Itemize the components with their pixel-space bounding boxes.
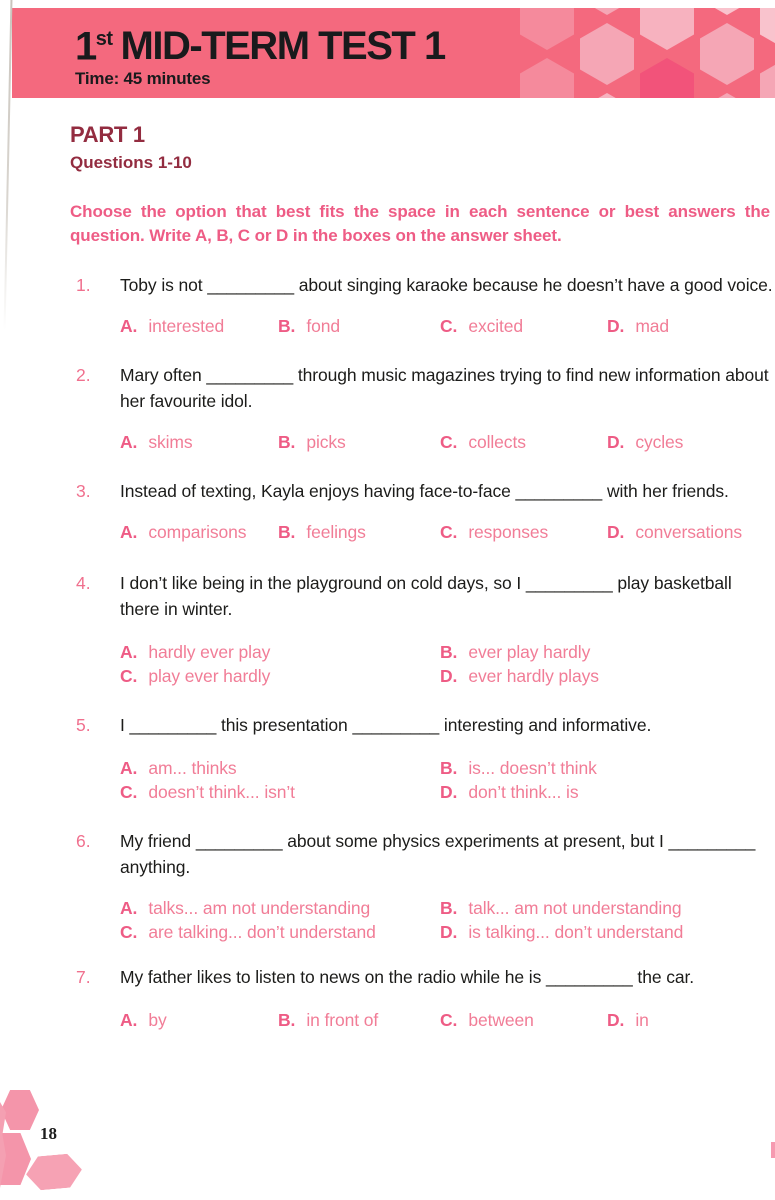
test-title-ordinal: st (95, 28, 113, 50)
question-2-options (120, 430, 775, 454)
option-a (120, 640, 440, 664)
option-letter: B. (440, 642, 458, 662)
option-letter: D. (607, 432, 625, 452)
footer-hexagon (1, 1090, 39, 1130)
option-letter: D. (440, 782, 458, 802)
question-text: Instead of texting, Kayla enjoys having face-to-face _________ with her friends. (120, 481, 729, 501)
question-text: Mary often _________ through music magazines trying to find new information about her favourite idol. (120, 365, 769, 411)
option-b (278, 430, 440, 454)
option-d (607, 430, 775, 454)
option-letter: B. (278, 432, 296, 452)
option-text: interested (148, 316, 225, 336)
option-text: excited (468, 316, 524, 336)
test-title-number: 1 (75, 24, 96, 69)
option-text: is talking... don’t understand (468, 922, 684, 942)
option-text: conversations (635, 522, 742, 542)
option-letter: C. (440, 432, 458, 452)
page-edge-curl (4, 0, 13, 330)
option-d (440, 664, 775, 688)
option-b (440, 756, 775, 780)
option-letter: A. (120, 316, 138, 336)
question-5 (70, 712, 775, 804)
question-text: My friend _________ about some physics experiments at present, but I _________ anything. (120, 831, 756, 877)
option-text: picks (306, 432, 346, 452)
option-text: between (468, 1010, 534, 1030)
footer-hexagon (25, 1153, 84, 1192)
option-letter: D. (607, 522, 625, 542)
option-c (440, 1008, 607, 1032)
page-edge-mark (771, 1142, 775, 1158)
option-a (120, 314, 278, 338)
option-letter: D. (440, 666, 458, 686)
question-range: Questions 1-10 (70, 153, 192, 172)
option-text: comparisons (148, 522, 247, 542)
option-text: feelings (306, 522, 366, 542)
question-5-options (120, 756, 775, 804)
option-c (120, 920, 440, 944)
option-a (120, 896, 440, 920)
question-number: 7. (76, 967, 91, 987)
question-number: 1. (76, 275, 91, 295)
question-number: 4. (76, 573, 91, 593)
question-2 (70, 362, 775, 454)
option-letter: A. (120, 522, 138, 542)
option-a (120, 520, 278, 544)
option-text: collects (468, 432, 526, 452)
option-letter: C. (440, 522, 458, 542)
hexagon-pattern (520, 8, 775, 98)
question-number: 5. (76, 715, 91, 735)
option-letter: D. (607, 1010, 625, 1030)
option-letter: A. (120, 758, 138, 778)
option-c (120, 780, 440, 804)
question-6-options (120, 896, 775, 944)
question-1 (70, 272, 775, 338)
option-letter: C. (440, 316, 458, 336)
question-4-options (120, 640, 775, 688)
question-3 (70, 478, 775, 544)
question-1-options (120, 314, 775, 338)
part-title: PART 1 (70, 122, 145, 147)
option-text: mad (635, 316, 670, 336)
option-text: responses (468, 522, 549, 542)
option-text: in (635, 1010, 649, 1030)
option-letter: A. (120, 432, 138, 452)
option-c (440, 314, 607, 338)
question-number: 2. (76, 365, 91, 385)
test-title-text: MID-TERM TEST 1 (120, 24, 445, 69)
option-b (278, 520, 440, 544)
option-text: ever play hardly (468, 642, 591, 662)
option-text: doesn’t think... isn’t (148, 782, 295, 802)
option-d (440, 920, 775, 944)
option-letter: C. (440, 1010, 458, 1030)
option-text: cycles (635, 432, 684, 452)
option-c (440, 520, 607, 544)
question-text: I don’t like being in the playground on cold days, so I _________ play basketball there in winter. (120, 573, 732, 619)
option-letter: B. (440, 758, 458, 778)
option-d (607, 520, 775, 544)
option-text: hardly ever play (148, 642, 271, 662)
question-text: Toby is not _________ about singing karaoke because he doesn’t have a good voice. (120, 275, 773, 295)
option-c (440, 430, 607, 454)
test-body (70, 122, 775, 1032)
option-text: fond (306, 316, 340, 336)
question-7 (70, 964, 775, 1032)
option-text: are talking... don’t understand (148, 922, 376, 942)
question-4 (70, 570, 775, 688)
option-text: is... doesn’t think (468, 758, 597, 778)
option-letter: C. (120, 666, 138, 686)
time-limit-label: Time: 45 minutes (75, 69, 211, 89)
question-3-options (120, 520, 775, 544)
option-a (120, 1008, 278, 1032)
option-a (120, 430, 278, 454)
option-text: don’t think... is (468, 782, 579, 802)
option-letter: B. (440, 898, 458, 918)
page-number: 18 (40, 1124, 57, 1143)
option-d (607, 1008, 775, 1032)
question-number: 6. (76, 831, 91, 851)
option-letter: A. (120, 642, 138, 662)
option-text: talks... am not understanding (148, 898, 371, 918)
option-c (120, 664, 440, 688)
option-letter: D. (607, 316, 625, 336)
option-b (440, 640, 775, 664)
option-b (278, 314, 440, 338)
option-b (278, 1008, 440, 1032)
option-letter: A. (120, 898, 138, 918)
question-text: I _________ this presentation _________ interesting and informative. (120, 715, 652, 735)
option-a (120, 756, 440, 780)
test-title (75, 17, 445, 68)
option-letter: B. (278, 1010, 296, 1030)
option-b (440, 896, 775, 920)
test-header-banner (12, 8, 775, 98)
option-text: skims (148, 432, 193, 452)
question-text: My father likes to listen to news on the radio while he is _________ the car. (120, 967, 695, 987)
option-letter: C. (120, 922, 138, 942)
instructions-text: Choose the option that best fits the space in each sentence or best answers the question. Write A, B, C or D in the boxes on the answer sheet. (70, 202, 770, 245)
option-text: play ever hardly (148, 666, 271, 686)
question-number: 3. (76, 481, 91, 501)
question-6 (70, 828, 775, 944)
option-letter: D. (440, 922, 458, 942)
option-letter: A. (120, 1010, 138, 1030)
option-d (607, 314, 775, 338)
option-text: am... thinks (148, 758, 237, 778)
option-letter: B. (278, 522, 296, 542)
option-text: talk... am not understanding (468, 898, 682, 918)
option-text: ever hardly plays (468, 666, 599, 686)
option-letter: B. (278, 316, 296, 336)
question-7-options (120, 1008, 775, 1032)
option-d (440, 780, 775, 804)
option-letter: C. (120, 782, 138, 802)
option-text: in front of (306, 1010, 379, 1030)
option-text: by (148, 1010, 167, 1030)
